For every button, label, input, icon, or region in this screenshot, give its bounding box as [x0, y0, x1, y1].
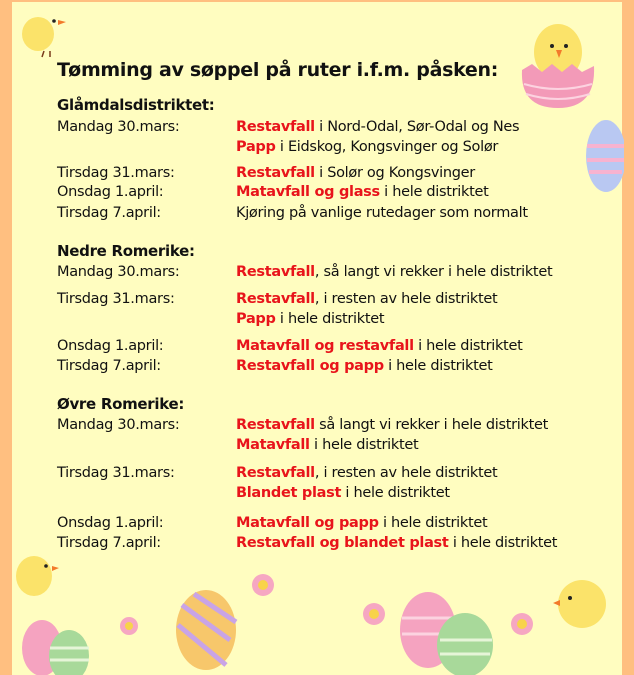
waste-type: Restavfall — [236, 119, 315, 135]
schedule-details — [236, 513, 487, 533]
area-text: i Solør og Kongsvinger — [314, 165, 475, 181]
area-text: i Eidskog, Kongsvinger og Solør — [275, 139, 499, 155]
area-text: i hele distriktet — [383, 358, 493, 374]
chick-icon — [14, 6, 66, 58]
schedule-details — [236, 533, 557, 553]
waste-type: Matavfall og restavfall — [236, 338, 414, 354]
schedule-day: Mandag 30.mars: — [57, 417, 180, 433]
schedule-details — [236, 336, 522, 356]
schedule-line — [236, 289, 497, 309]
area-text: , i resten av hele distriktet — [314, 291, 498, 307]
schedule-line — [236, 117, 519, 137]
section-heading: Nedre Romerike: — [57, 242, 195, 260]
waste-type: Restavfall — [236, 291, 315, 307]
schedule-line — [236, 356, 492, 376]
schedule-line — [236, 309, 497, 329]
schedule-details — [236, 117, 519, 157]
area-text: i hele distriktet — [275, 311, 385, 327]
schedule-line — [236, 533, 557, 553]
schedule-line — [236, 262, 552, 282]
schedule-day: Mandag 30.mars: — [57, 119, 180, 135]
schedule-line — [236, 415, 548, 435]
schedule-day: Tirsdag 7.april: — [57, 535, 161, 551]
area-text: i hele distriktet — [379, 184, 489, 200]
schedule-day: Tirsdag 31.mars: — [57, 465, 175, 481]
chick-and-eggs-icon — [12, 548, 162, 675]
flower-icon — [248, 570, 278, 600]
schedule-details — [236, 163, 475, 183]
schedule-day: Onsdag 1.april: — [57, 184, 164, 200]
schedule-day: Mandag 30.mars: — [57, 264, 180, 280]
schedule-line — [236, 163, 475, 183]
schedule-day: Tirsdag 31.mars: — [57, 165, 175, 181]
schedule-line — [236, 463, 497, 483]
schedule-details — [236, 182, 489, 202]
area-text: , i resten av hele distriktet — [314, 465, 498, 481]
waste-type: Restavfall — [236, 165, 315, 181]
schedule-day: Tirsdag 31.mars: — [57, 291, 175, 307]
waste-type: Matavfall — [236, 437, 310, 453]
schedule-day: Onsdag 1.april: — [57, 515, 164, 531]
schedule-details — [236, 356, 492, 376]
schedule-line — [236, 483, 497, 503]
waste-type: Restavfall — [236, 264, 315, 280]
striped-egg-icon — [584, 116, 624, 196]
striped-egg-icon — [172, 580, 240, 675]
area-text: i hele distriktet — [413, 338, 523, 354]
schedule-details — [236, 262, 552, 282]
schedule-day: Tirsdag 7.april: — [57, 358, 161, 374]
page-title: Tømming av søppel på ruter i.f.m. påsken: — [57, 59, 499, 81]
area-text: Kjøring på vanlige rutedager som normalt — [236, 205, 528, 221]
section-heading: Øvre Romerike: — [57, 395, 185, 413]
schedule-day: Onsdag 1.april: — [57, 338, 164, 354]
waste-type: Restavfall og papp — [236, 358, 384, 374]
area-text: i hele distriktet — [378, 515, 488, 531]
schedule-details — [236, 203, 528, 223]
area-text: i hele distriktet — [448, 535, 558, 551]
waste-type: Restavfall og blandet plast — [236, 535, 449, 551]
waste-type: Papp — [236, 139, 276, 155]
waste-type: Matavfall og papp — [236, 515, 379, 531]
schedule-details — [236, 463, 497, 503]
area-text: i hele distriktet — [341, 485, 450, 501]
eggs-and-chick-icon — [360, 560, 620, 675]
schedule-day: Tirsdag 7.april: — [57, 205, 161, 221]
schedule-line — [236, 336, 522, 356]
waste-type: Matavfall og glass — [236, 184, 380, 200]
schedule-line — [236, 435, 548, 455]
schedule-line — [236, 182, 489, 202]
schedule-line — [236, 203, 528, 223]
waste-type: Blandet plast — [236, 485, 342, 501]
waste-type: Restavfall — [236, 465, 315, 481]
area-text: , så langt vi rekker i hele distriktet — [314, 264, 553, 280]
chick-in-egg-icon — [518, 8, 598, 110]
area-text: i hele distriktet — [309, 437, 419, 453]
schedule-details — [236, 289, 497, 329]
area-text: så langt vi rekker i hele distriktet — [314, 417, 549, 433]
waste-type: Papp — [236, 311, 276, 327]
schedule-line — [236, 513, 487, 533]
area-text: i Nord-Odal, Sør-Odal og Nes — [314, 119, 520, 135]
schedule-line — [236, 137, 519, 157]
schedule-details — [236, 415, 548, 455]
waste-type: Restavfall — [236, 417, 315, 433]
section-heading: Glåmdalsdistriktet: — [57, 96, 215, 114]
